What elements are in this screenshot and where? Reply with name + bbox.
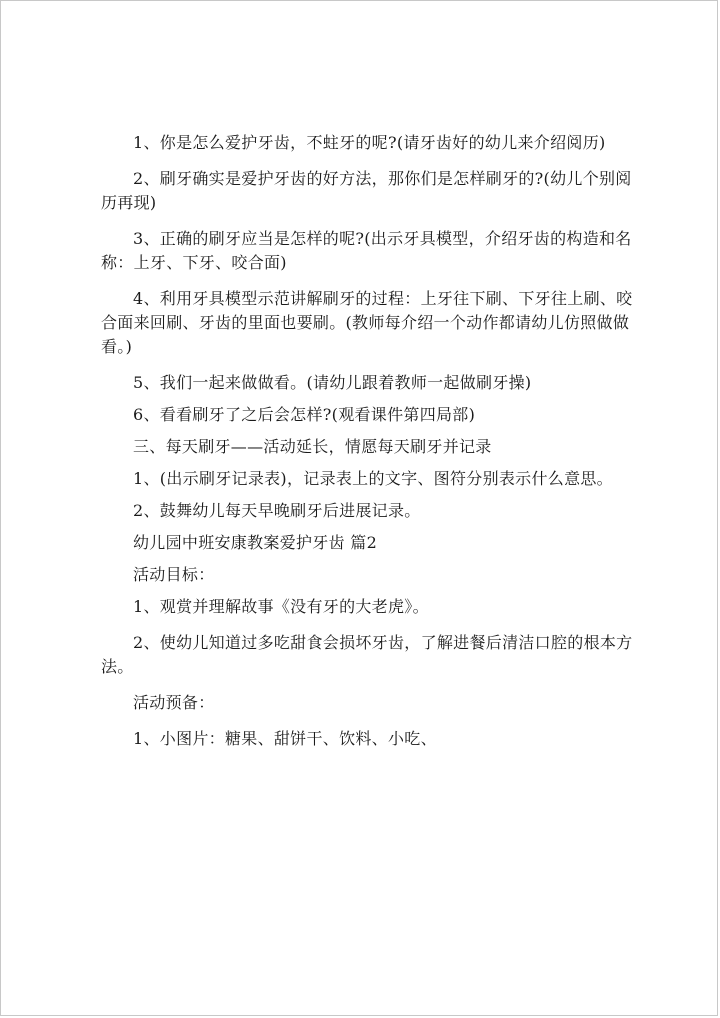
goal-1: 1、观赏并理解故事《没有牙的大老虎》。	[133, 597, 429, 616]
paragraph-8: 2、鼓舞幼儿每天早晚刷牙后进展记录。	[133, 501, 421, 520]
document-body	[101, 131, 636, 763]
paragraph-7: 1、(出示刷牙记录表)，记录表上的文字、图符分别表示什么意思。	[133, 469, 613, 488]
paragraph-5: 5、我们一起来做做看。(请幼儿跟着教师一起做刷牙操)	[133, 373, 532, 392]
goals-heading: 活动目标：	[133, 565, 215, 584]
section-heading-3: 三、每天刷牙——活动延长，情愿每天刷牙并记录	[133, 437, 492, 456]
paragraph-1: 1、你是怎么爱护牙齿，不蛀牙的呢?(请牙齿好的幼儿来介绍阅历)	[133, 133, 606, 152]
lesson-title: 幼儿园中班安康教案爱护牙齿 篇2	[133, 533, 378, 552]
paragraph-6: 6、看看刷牙了之后会怎样?(观看课件第四局部)	[133, 405, 476, 424]
goal-2: 2、使幼儿知道过多吃甜食会损坏牙齿，了解进餐后清洁口腔的根本方法。	[101, 633, 633, 676]
prep-heading: 活动预备：	[133, 693, 215, 712]
paragraph-4: 4、利用牙具模型示范讲解刷牙的过程：上牙往下刷、下牙往上刷、咬合面来回刷、牙齿的里面也要刷。(教师每介绍一个动作都请幼儿仿照做做看。)	[101, 289, 633, 356]
paragraph-3: 3、正确的刷牙应当是怎样的呢?(出示牙具模型，介绍牙齿的构造和名称：上牙、下牙、咬合面)	[101, 229, 632, 272]
paragraph-2: 2、刷牙确实是爱护牙齿的好方法，那你们是怎样刷牙的?(幼儿个别阅历再现)	[101, 169, 632, 212]
prep-1: 1、小图片：糖果、甜饼干、饮料、小吃、	[133, 729, 437, 748]
